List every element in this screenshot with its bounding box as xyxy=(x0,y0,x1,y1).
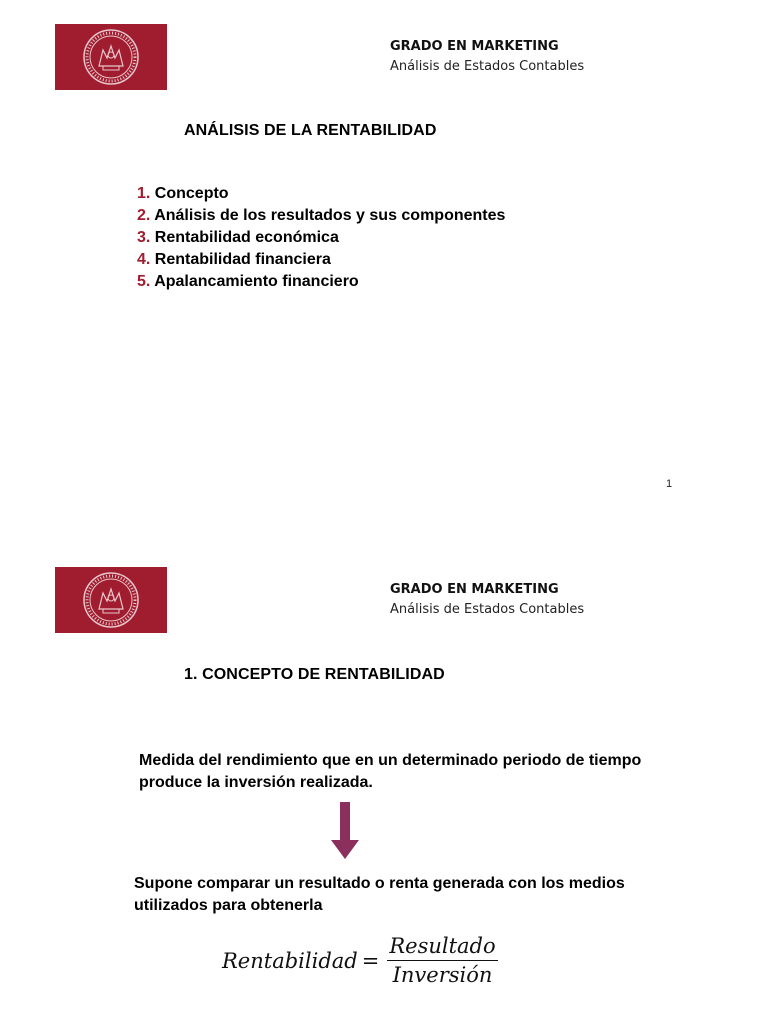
course-name: Análisis de Estados Contables xyxy=(390,59,585,74)
arrow-down-icon xyxy=(330,802,360,860)
formula-fraction xyxy=(387,933,497,988)
program-name: GRADO EN MARKETING xyxy=(390,39,559,54)
toc-item xyxy=(137,183,505,205)
toc-item-number: 4. xyxy=(137,251,151,268)
slide-header xyxy=(390,581,584,621)
toc-item xyxy=(137,249,505,271)
formula-denominator: Inversión xyxy=(392,963,493,987)
explanation-text: Supone comparar un resultado o renta generada con los medios utilizados para obtenerla xyxy=(134,875,625,914)
university-logo xyxy=(55,567,167,633)
toc-item-number: 2. xyxy=(137,207,151,224)
slide-header xyxy=(390,38,584,78)
toc-item xyxy=(137,227,505,249)
program-name: GRADO EN MARKETING xyxy=(390,582,559,597)
toc-item-number: 1. xyxy=(137,185,151,202)
toc-item xyxy=(137,271,505,293)
university-logo xyxy=(55,24,167,90)
formula-numerator: Resultado xyxy=(387,933,497,961)
rentabilidad-formula xyxy=(222,933,498,988)
definition-text: Medida del rendimiento que en un determinado periodo de tiempo produce la inversión realizada. xyxy=(139,752,642,791)
toc-item-label: Rentabilidad financiera xyxy=(154,251,331,268)
slide-title: 1. CONCEPTO DE RENTABILIDAD xyxy=(184,666,445,683)
page-number: 1 xyxy=(666,478,673,490)
slide-title: ANÁLISIS DE LA RENTABILIDAD xyxy=(184,122,437,139)
course-name: Análisis de Estados Contables xyxy=(390,602,585,617)
university-seal-icon xyxy=(55,24,167,90)
toc-item-label: Concepto xyxy=(154,185,229,202)
toc-item xyxy=(137,205,505,227)
university-seal-icon xyxy=(55,567,167,633)
toc-item-label: Análisis de los resultados y sus componentes xyxy=(154,207,506,224)
formula-equals: = xyxy=(361,948,380,973)
toc-item-number: 3. xyxy=(137,229,151,246)
toc-item-label: Rentabilidad económica xyxy=(154,229,339,246)
slide-2 xyxy=(0,543,768,1024)
toc-item-label: Apalancamiento financiero xyxy=(154,273,359,290)
table-of-contents xyxy=(137,183,505,293)
toc-item-number: 5. xyxy=(137,273,151,290)
formula-lhs: Rentabilidad xyxy=(222,948,358,973)
